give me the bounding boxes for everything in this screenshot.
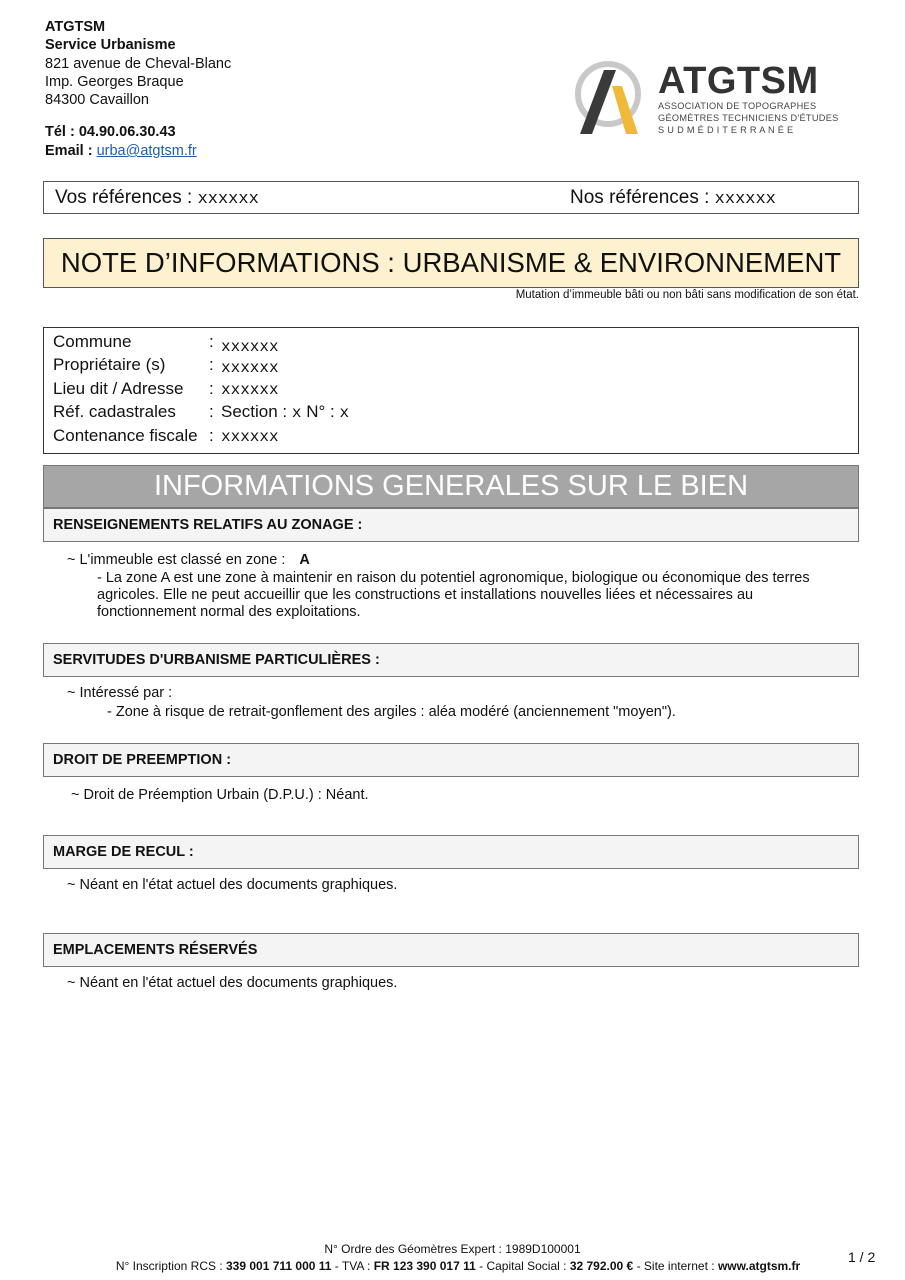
vos-references-value: xxxxxx	[197, 190, 259, 209]
zonage-description-line-3: fonctionnement normal des exploitations.	[97, 604, 361, 620]
colon: :	[209, 402, 214, 421]
preemption-text: ~ Droit de Préemption Urbain (D.P.U.) : Néant.	[71, 787, 369, 803]
zone-code: A	[299, 552, 310, 568]
general-info-heading: INFORMATIONS GENERALES SUR LE BIEN	[43, 465, 859, 508]
website-link[interactable]: www.atgtsm.fr	[717, 1259, 801, 1273]
commune-value: xxxxxx	[221, 338, 279, 356]
preemption-section-title: DROIT DE PREEMPTION :	[43, 743, 859, 777]
contenance-value: xxxxxx	[221, 428, 279, 446]
tva-label: - TVA :	[331, 1259, 374, 1273]
email-link[interactable]: urba@atgtsm.fr	[96, 143, 197, 159]
contenance-row	[53, 426, 279, 446]
rcs-value: 339 001 711 000 11	[226, 1259, 332, 1273]
numero-value: x	[339, 404, 350, 422]
zonage-description-line-1: - La zone A est une zone à maintenir en raison du potentiel agronomique, biologique ou économique des terres	[97, 570, 810, 586]
logo-subtitle-3: S U D M É D I T E R R A N É E	[658, 125, 794, 135]
logo-subtitle-2: GÉOMÈTRES TECHNICIENS D'ÉTUDES	[658, 113, 839, 123]
email-label: Email :	[45, 143, 97, 159]
recul-section-title: MARGE DE RECUL :	[43, 835, 859, 869]
adresse-label: Lieu dit / Adresse	[53, 379, 184, 398]
commune-label: Commune	[53, 332, 132, 351]
contenance-label: Contenance fiscale	[53, 426, 198, 445]
logo-subtitle-1: ASSOCIATION DE TOPOGRAPHES	[658, 101, 817, 111]
nos-references-value: xxxxxx	[714, 190, 776, 209]
tva-value: FR 123 390 017 11	[373, 1259, 476, 1273]
colon: :	[209, 426, 214, 445]
rcs-label: N° Inscription RCS :	[115, 1259, 226, 1273]
address-line-2: Imp. Georges Braque	[45, 74, 184, 90]
proprietaire-value: xxxxxx	[221, 359, 279, 377]
logo-title: ATGTSM	[658, 60, 819, 102]
document-subtitle: Mutation d’immeuble bâti ou non bâti sans modification de son état.	[515, 289, 859, 301]
section-value: x	[291, 404, 302, 422]
phone-number: Tél : 04.90.06.30.43	[45, 124, 176, 140]
recul-text: ~ Néant en l'état actuel des documents graphiques.	[67, 877, 398, 893]
emplacements-section-title: EMPLACEMENTS RÉSERVÉS	[43, 933, 859, 967]
vos-references	[55, 187, 259, 209]
adresse-value: xxxxxx	[221, 381, 279, 399]
address-line-3: 84300 Cavaillon	[45, 92, 149, 108]
cadastre-row	[53, 402, 349, 422]
property-info-box	[43, 327, 859, 454]
colon: :	[209, 355, 214, 374]
address-line-1: 821 avenue de Cheval-Blanc	[45, 56, 232, 72]
footer-legal	[0, 1259, 905, 1273]
capital-label: - Capital Social :	[475, 1259, 570, 1273]
nos-references-label: Nos références :	[570, 187, 715, 208]
zonage-section-title: RENSEIGNEMENTS RELATIFS AU ZONAGE :	[43, 508, 859, 542]
document-title: NOTE D’INFORMATIONS : URBANISME & ENVIRONNEMENT	[43, 238, 859, 288]
zonage-intro: ~ L'immeuble est classé en zone :	[67, 552, 286, 568]
zonage-description-line-2: agricoles. Elle ne peut accueillir que les constructions et installations nouvelles liées et nécessaires au	[97, 587, 754, 603]
cadastre-label: Réf. cadastrales	[53, 402, 176, 421]
proprietaire-label: Propriétaire (s)	[53, 355, 166, 374]
logo-emblem-icon	[574, 56, 654, 138]
page-number: 1 / 2	[848, 1249, 876, 1265]
zonage-intro-line	[67, 552, 310, 569]
proprietaire-row	[53, 355, 279, 375]
colon: :	[209, 332, 214, 351]
section-label: Section :	[221, 402, 292, 421]
servitudes-section-title: SERVITUDES D'URBANISME PARTICULIÈRES :	[43, 643, 859, 677]
vos-references-label: Vos références :	[55, 187, 198, 208]
org-name: ATGTSM	[45, 19, 106, 35]
servitudes-item: - Zone à risque de retrait-gonflement des argiles : aléa modéré (anciennement "moyen").	[107, 704, 676, 720]
company-logo	[574, 56, 844, 138]
nos-references	[570, 187, 776, 209]
references-box	[43, 181, 859, 214]
servitudes-intro: ~ Intéressé par :	[67, 685, 173, 701]
emplacements-text: ~ Néant en l'état actuel des documents graphiques.	[67, 975, 398, 991]
adresse-row	[53, 379, 279, 399]
footer-ordre: N° Ordre des Géomètres Expert : 1989D100001	[324, 1242, 581, 1256]
commune-row	[53, 332, 279, 356]
colon: :	[209, 379, 214, 398]
email-line	[45, 142, 197, 160]
capital-value: 32 792.00 €	[569, 1259, 634, 1273]
site-label: - Site internet :	[633, 1259, 718, 1273]
numero-label: N° :	[306, 402, 340, 421]
service-name: Service Urbanisme	[45, 37, 176, 53]
